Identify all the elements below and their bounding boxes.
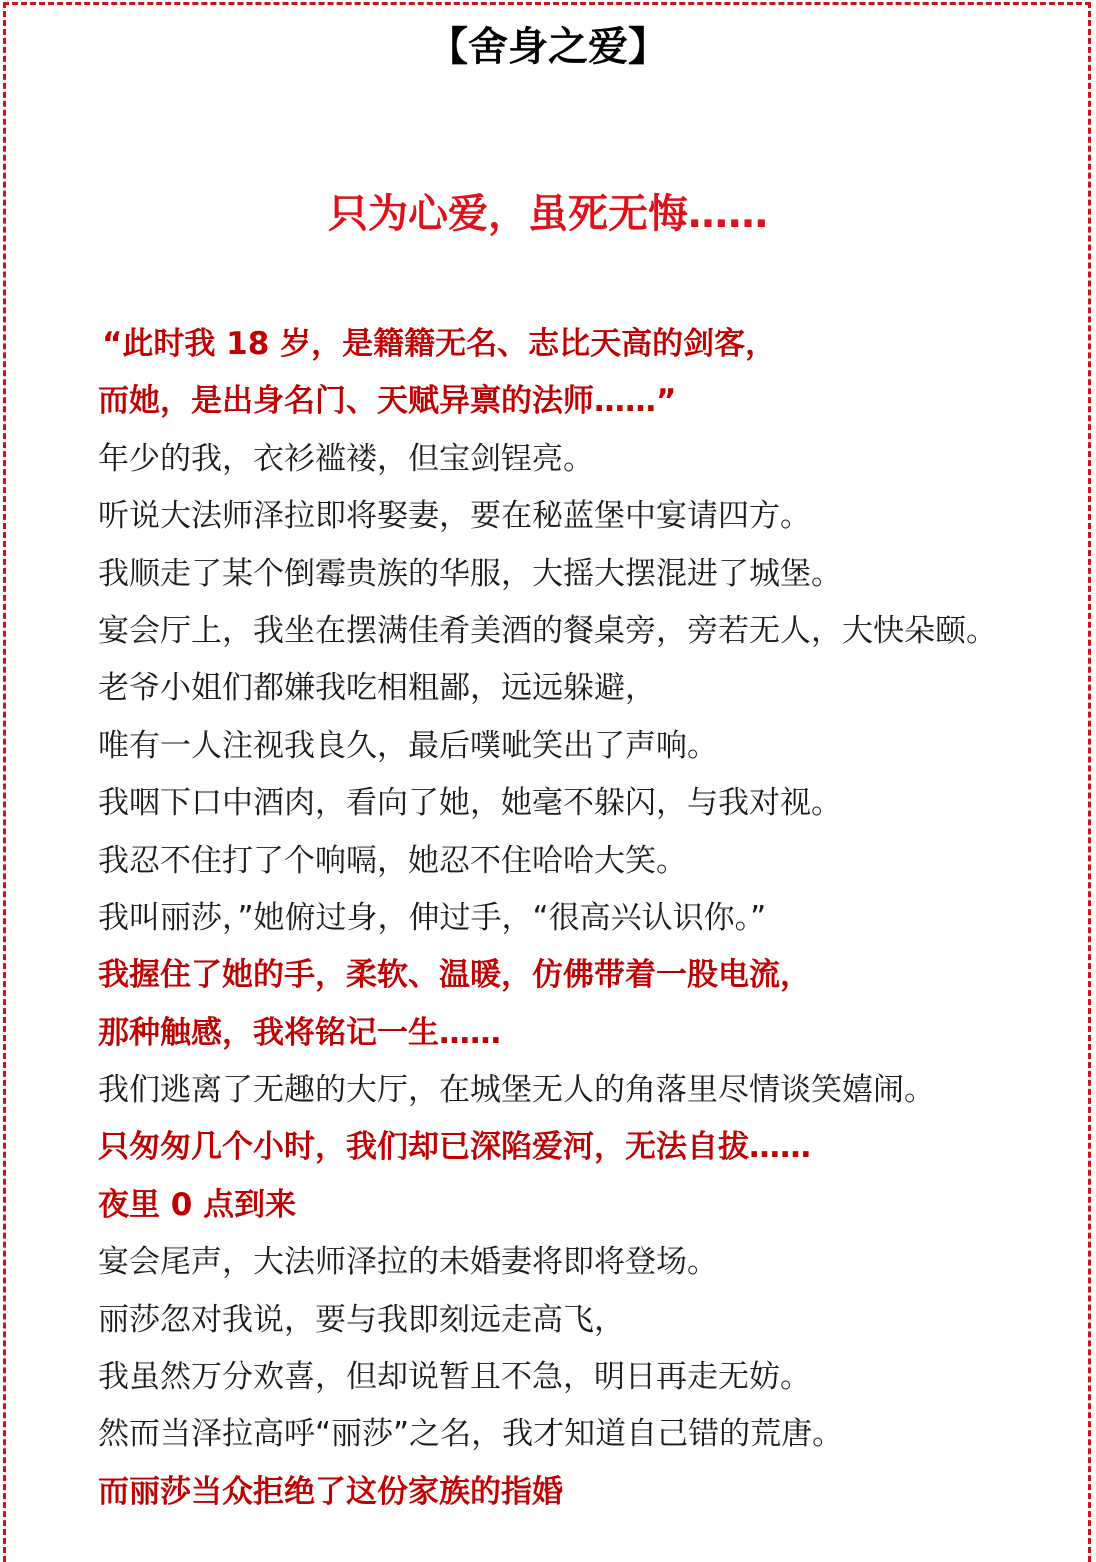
story-line: 我虽然万分欢喜，但却说暂且不急，明日再走无妨。 (98, 1359, 811, 1396)
emphasis-line: 我握住了她的手，柔软、温暖，仿佛带着一股电流， (98, 957, 811, 994)
story-line: 我们逃离了无趣的大厅，在城堡无人的角落里尽情谈笑嬉闹。 (98, 1072, 935, 1109)
emphasis-line: “此时我 18 岁，是籍籍无名、志比天高的剑客， (102, 326, 777, 362)
emphasis-line: 而丽莎当众拒绝了这份家族的指婚 (98, 1473, 563, 1510)
story-line: 宴会尾声，大法师泽拉的未婚妻将即将登场。 (98, 1244, 718, 1281)
story-line: 我咽下口中酒肉，看向了她，她毫不躲闪，与我对视。 (98, 785, 842, 822)
emphasis-line: 夜里 0 点到来 (98, 1186, 297, 1223)
page-subtitle: 只为心爱，虽死无悔…… (328, 191, 768, 237)
story-line: 听说大法师泽拉即将娶妻，要在秘蓝堡中宴请四方。 (98, 498, 811, 535)
story-line: 老爷小姐们都嫌我吃相粗鄙，远远躲避， (98, 670, 656, 707)
story-line: 我叫丽莎，”她俯过身，伸过手，“很高兴认识你。” (98, 899, 767, 936)
story-line: 宴会厅上，我坐在摆满佳肴美酒的餐桌旁，旁若无人，大快朵颐。 (98, 612, 997, 649)
emphasis-line: 只匆匆几个小时，我们却已深陷爱河，无法自拔…… (98, 1129, 811, 1166)
story-line: 丽莎忽对我说，要与我即刻远走高飞， (98, 1301, 625, 1338)
story-text (98, 316, 1078, 1521)
emphasis-line: 那种触感，我将铭记一生…… (98, 1014, 501, 1051)
page-title: 【舍身之爱】 (428, 24, 668, 70)
story-line: 年少的我，衣衫褴褛，但宝剑锃亮。 (98, 440, 594, 477)
story-line: 唯有一人注视我良久，最后噗呲笑出了声响。 (98, 727, 718, 764)
story-line: 我忍不住打了个响嗝，她忍不住哈哈大笑。 (98, 842, 687, 879)
story-line: 我顺走了某个倒霉贵族的华服，大摇大摆混进了城堡。 (98, 555, 842, 592)
story-line: 然而当泽拉高呼“丽莎”之名，我才知道自己错的荒唐。 (98, 1416, 844, 1453)
emphasis-line: 而她，是出身名门、天赋异禀的法师……” (98, 383, 677, 420)
